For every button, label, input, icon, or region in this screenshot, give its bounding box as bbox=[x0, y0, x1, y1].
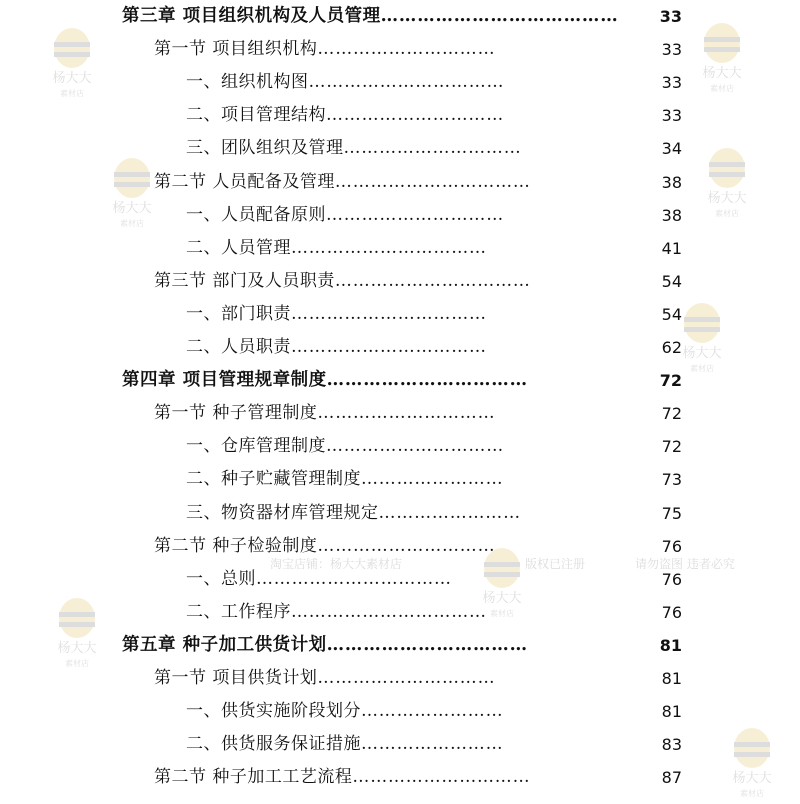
toc-dot-leader: ………………………… bbox=[326, 105, 504, 126]
toc-entry bbox=[154, 33, 548, 66]
toc-entry-label: 第二节 人员配备及管理 bbox=[154, 171, 335, 192]
toc-row-section bbox=[0, 662, 800, 695]
toc-row-item bbox=[0, 695, 800, 728]
bee-logo-icon bbox=[470, 540, 534, 620]
toc-entry-label: 三、物资器材库管理规定 bbox=[186, 502, 379, 523]
bee-logo-icon bbox=[670, 295, 734, 375]
toc-dot-leader: ………………………… bbox=[317, 535, 496, 556]
toc-entry-label: 第三节 部门及人员职责 bbox=[154, 270, 335, 291]
toc-entry-label: 二、项目管理结构 bbox=[186, 105, 326, 126]
toc-page-number: 54 bbox=[661, 271, 682, 291]
watermark-text: 版权已注册 bbox=[525, 557, 586, 571]
toc-page-number: 62 bbox=[661, 338, 682, 357]
toc-entry-label: 一、供货实施阶段划分 bbox=[186, 701, 361, 722]
toc-entry-label: 一、仓库管理制度 bbox=[186, 436, 326, 457]
toc-row-item bbox=[0, 596, 800, 629]
toc-entry-label: 一、部门职责 bbox=[186, 303, 291, 324]
toc-row-item bbox=[0, 463, 800, 496]
toc-entry-label: 第二节 种子检验制度 bbox=[154, 535, 318, 556]
toc-dot-leader: …………………………… bbox=[291, 237, 487, 258]
toc-entry bbox=[186, 132, 548, 165]
bee-logo-icon bbox=[695, 140, 759, 220]
toc-row-section bbox=[0, 33, 800, 66]
toc-dot-leader: …………………… bbox=[378, 502, 521, 523]
bee-logo-icon bbox=[100, 150, 164, 230]
toc-dot-leader: …………………………… bbox=[291, 337, 487, 357]
toc-entry-label: 第一节 种子管理制度 bbox=[154, 403, 318, 424]
svg-text:素材店: 素材店 bbox=[490, 609, 514, 618]
toc-entry-label: 一、组织机构图 bbox=[186, 72, 309, 93]
toc-row-section bbox=[0, 397, 800, 430]
toc-dot-leader: …………………………… bbox=[326, 634, 528, 655]
toc-row-section bbox=[0, 761, 800, 794]
toc-dot-leader: …………………………… bbox=[326, 370, 528, 391]
toc-entry-label: 二、种子贮藏管理制度 bbox=[186, 469, 361, 490]
toc-entry-label: 二、供货服务保证措施 bbox=[186, 734, 361, 755]
toc-entry bbox=[186, 232, 548, 265]
toc-dot-leader: ………………………… bbox=[317, 39, 496, 60]
toc-row-item bbox=[0, 66, 800, 99]
toc-page-number: 81 bbox=[661, 669, 682, 688]
toc-row-item bbox=[0, 430, 800, 463]
toc-row-item bbox=[0, 99, 800, 132]
watermark-logo bbox=[720, 720, 784, 800]
svg-text:杨大大: 杨大大 bbox=[682, 346, 722, 361]
toc-dot-leader: …………………………… bbox=[291, 303, 487, 324]
toc-entry-label: 第三章 项目组织机构及人员管理 bbox=[122, 6, 381, 26]
svg-text:杨大大: 杨大大 bbox=[702, 66, 742, 81]
toc-entry bbox=[186, 99, 548, 132]
toc-row-item bbox=[0, 232, 800, 265]
svg-text:素材店: 素材店 bbox=[740, 789, 764, 798]
toc-page-number: 76 bbox=[661, 569, 682, 589]
bee-logo-icon bbox=[690, 15, 754, 95]
toc-entry bbox=[122, 0, 619, 33]
bee-logo-icon bbox=[720, 720, 784, 800]
toc-entry-label: 二、人员管理 bbox=[186, 237, 291, 258]
toc-entry-label: 第一节 项目组织机构 bbox=[154, 39, 318, 60]
toc-entry bbox=[154, 761, 548, 794]
toc-dot-leader: ………………………… bbox=[317, 403, 496, 424]
toc-page-number: 76 bbox=[661, 536, 682, 556]
toc-entry-label: 二、人员职责 bbox=[186, 337, 291, 357]
watermark-logo bbox=[470, 540, 534, 620]
svg-text:素材店: 素材店 bbox=[710, 84, 734, 93]
toc-page-number: 34 bbox=[661, 139, 682, 159]
svg-text:杨大大: 杨大大 bbox=[57, 641, 97, 656]
svg-text:素材店: 素材店 bbox=[120, 219, 144, 228]
toc-page-number: 73 bbox=[661, 470, 682, 490]
toc-entry bbox=[154, 166, 548, 199]
svg-text:素材店: 素材店 bbox=[715, 209, 739, 218]
toc-entry-label: 第四章 项目管理规章制度 bbox=[122, 370, 327, 391]
toc-entry-label: 一、人员配备原则 bbox=[186, 204, 326, 225]
toc-entry-label: 第二节 种子加工工艺流程 bbox=[154, 767, 353, 788]
toc-entry-label: 第一节 项目供货计划 bbox=[154, 668, 318, 688]
toc-dot-leader: ………………………… bbox=[343, 138, 522, 159]
toc-entry bbox=[186, 430, 548, 463]
toc-entry-label: 三、团队组织及管理 bbox=[186, 138, 344, 159]
toc-page-number: 54 bbox=[661, 304, 682, 324]
toc-dot-leader: ………………………… bbox=[317, 668, 496, 688]
toc-page-number: 72 bbox=[659, 371, 682, 391]
toc-entry-label: 二、工作程序 bbox=[186, 601, 291, 622]
toc-entry bbox=[186, 497, 548, 530]
toc-row-item bbox=[0, 497, 800, 530]
svg-text:杨大大: 杨大大 bbox=[732, 771, 772, 786]
toc-page-number: 38 bbox=[661, 172, 682, 192]
toc-page-number: 81 bbox=[659, 635, 682, 655]
svg-text:素材店: 素材店 bbox=[65, 659, 89, 668]
toc-entry bbox=[186, 728, 548, 761]
toc-dot-leader: ………………………………… bbox=[380, 6, 619, 26]
toc-page-number: 72 bbox=[661, 437, 682, 457]
toc-page-number: 33 bbox=[659, 7, 682, 26]
toc-entry bbox=[186, 298, 548, 331]
toc-entry bbox=[122, 629, 548, 662]
svg-text:杨大大: 杨大大 bbox=[482, 591, 522, 606]
toc-entry bbox=[154, 265, 548, 298]
watermark-logo bbox=[40, 20, 104, 100]
svg-text:杨大大: 杨大大 bbox=[707, 191, 747, 206]
toc-dot-leader: ………………………… bbox=[352, 767, 531, 788]
toc-entry bbox=[186, 695, 548, 728]
watermark-logo bbox=[100, 150, 164, 230]
toc-page-number: 33 bbox=[661, 106, 682, 126]
svg-text:素材店: 素材店 bbox=[690, 364, 714, 373]
toc-dot-leader: …………………………… bbox=[334, 270, 531, 291]
toc-page-number: 76 bbox=[661, 602, 682, 622]
toc-page-number: 41 bbox=[661, 238, 682, 258]
toc-row-chapter bbox=[0, 629, 800, 662]
toc-entry bbox=[154, 662, 548, 695]
watermark-logo bbox=[690, 15, 754, 95]
watermark-text: 请勿盗图 违者必究 bbox=[635, 557, 735, 571]
watermark-logo bbox=[695, 140, 759, 220]
toc-page-number: 83 bbox=[661, 735, 682, 755]
toc-entry bbox=[186, 66, 548, 99]
toc-entry bbox=[186, 463, 548, 496]
toc-entry bbox=[122, 364, 548, 397]
toc-page-number: 33 bbox=[661, 73, 682, 93]
toc-row-chapter bbox=[0, 0, 800, 33]
toc-dot-leader: …………………………… bbox=[308, 72, 505, 93]
watermark-logo bbox=[670, 295, 734, 375]
svg-text:杨大大: 杨大大 bbox=[52, 71, 92, 86]
toc-dot-leader: …………………………… bbox=[291, 601, 487, 622]
toc-dot-leader: ………………………… bbox=[326, 436, 504, 457]
toc-page-number: 75 bbox=[661, 503, 682, 523]
toc-page-number: 87 bbox=[661, 768, 682, 788]
toc-entry-label: 第五章 种子加工供货计划 bbox=[122, 634, 327, 655]
svg-text:杨大大: 杨大大 bbox=[112, 201, 152, 216]
toc-entry bbox=[186, 199, 548, 232]
toc-entry bbox=[186, 331, 548, 364]
svg-text:素材店: 素材店 bbox=[60, 89, 84, 98]
toc-dot-leader: …………………………… bbox=[334, 171, 531, 192]
toc-page-number: 38 bbox=[661, 205, 682, 225]
toc-dot-leader: …………………… bbox=[361, 701, 504, 722]
toc-dot-leader: ………………………… bbox=[326, 204, 504, 225]
toc-row-item bbox=[0, 728, 800, 761]
toc-page-number: 81 bbox=[661, 702, 682, 722]
toc-entry-label: 一、总则 bbox=[186, 568, 256, 589]
watermark-logo bbox=[45, 590, 109, 670]
bee-logo-icon bbox=[45, 590, 109, 670]
toc-page-number: 33 bbox=[661, 40, 682, 60]
bee-logo-icon bbox=[40, 20, 104, 100]
toc-dot-leader: …………………………… bbox=[256, 568, 452, 589]
toc-row-section bbox=[0, 265, 800, 298]
toc-dot-leader: …………………… bbox=[361, 469, 504, 490]
toc-entry bbox=[154, 397, 548, 430]
toc-page-number: 72 bbox=[661, 404, 682, 424]
watermark-text: 淘宝店铺：杨大大素材店 bbox=[270, 557, 403, 571]
toc-dot-leader: …………………… bbox=[361, 734, 504, 755]
